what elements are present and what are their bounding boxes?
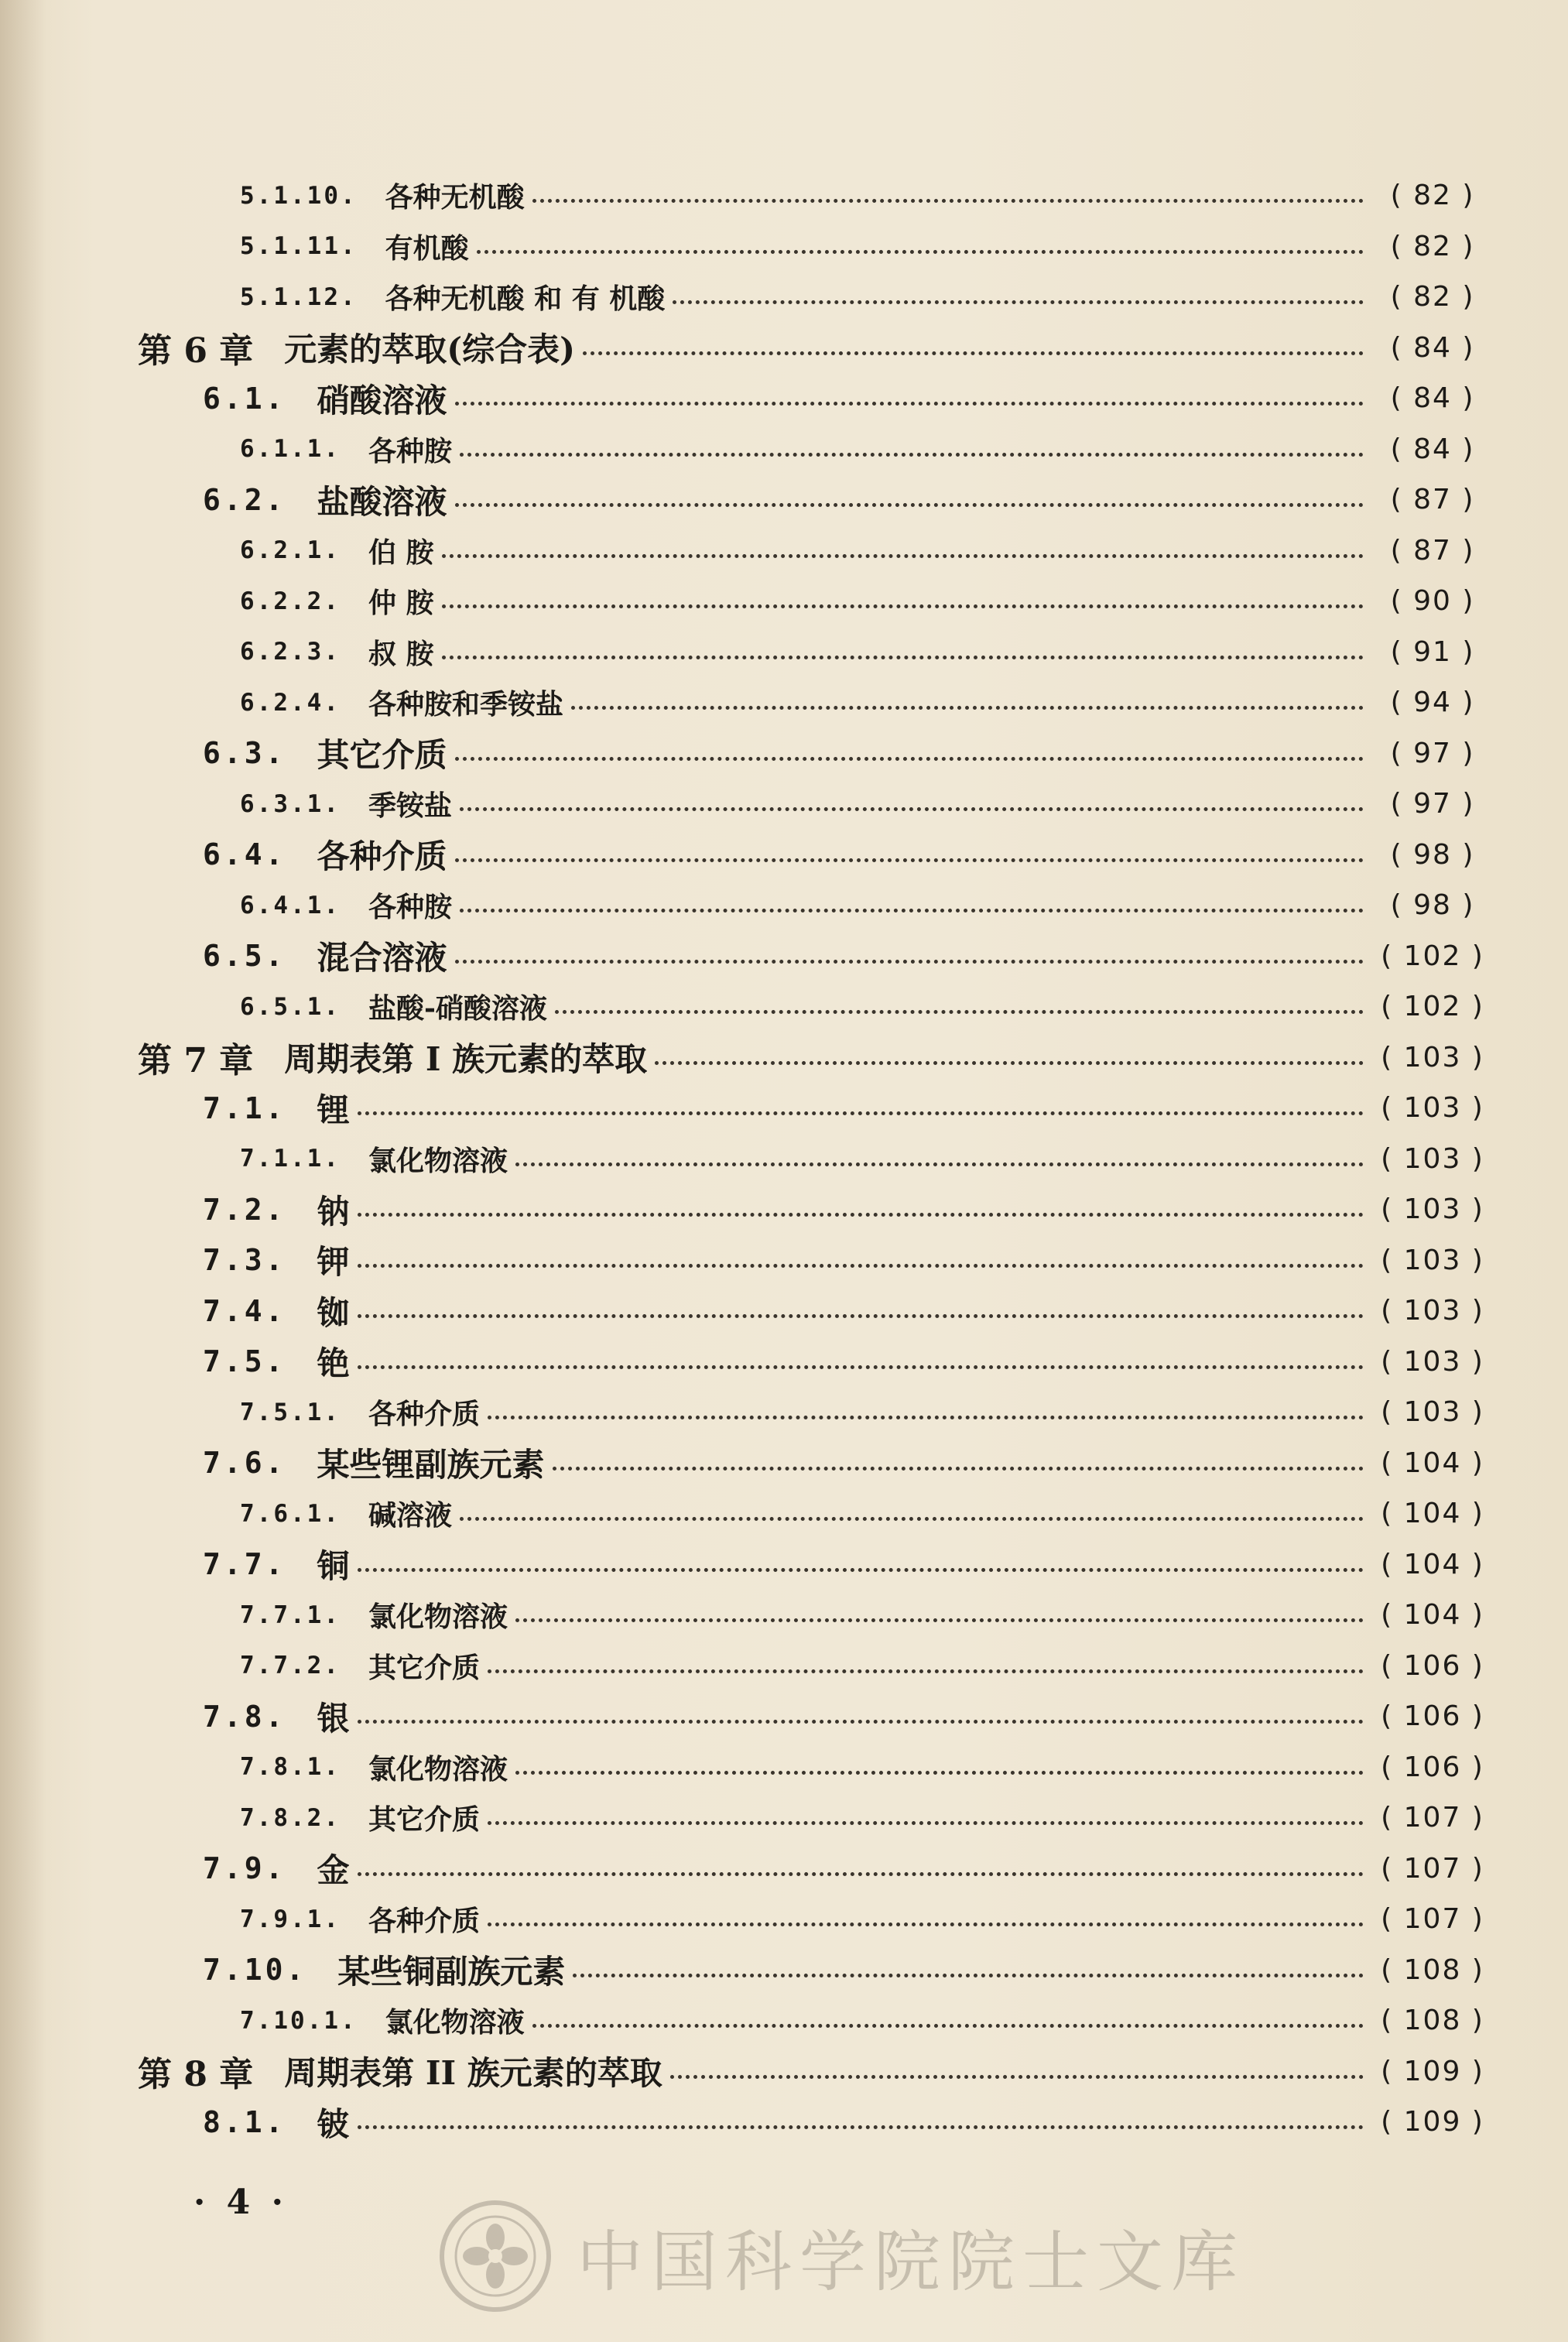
toc-entry-number: 7.6.1. (240, 1499, 341, 1528)
toc-entry[interactable] (0, 1337, 1568, 1388)
dot-leader (673, 300, 1364, 304)
toc-entry-page: ( 103 ) (1381, 1345, 1484, 1378)
toc-entry-number: 第 8 章 (138, 2055, 254, 2095)
toc-entry-title: 铷 (317, 1293, 350, 1332)
toc-entry-title: 各种胺 (368, 434, 452, 467)
dot-leader (573, 1974, 1364, 1977)
toc-entry-title: 氯化物溶液 (368, 1601, 508, 1634)
toc-entry-title: 钾 (317, 1243, 350, 1282)
toc-entry-number: 7.9. (203, 1851, 286, 1886)
toc-entry-page: ( 103 ) (1381, 1142, 1484, 1175)
toc-entry-number: 6.4. (203, 837, 286, 872)
toc-entry-number: 7.5.1. (240, 1398, 341, 1426)
toc-entry[interactable] (0, 981, 1568, 1032)
toc-entry[interactable] (0, 1691, 1568, 1742)
toc-entry-number: 7.5. (203, 1344, 286, 1379)
toc-entry-title: 铜 (317, 1547, 350, 1586)
toc-entry-title: 仲 胺 (368, 587, 434, 620)
toc-entry-page: ( 90 ) (1390, 585, 1475, 618)
toc-entry[interactable] (0, 931, 1568, 982)
toc-entry-page: ( 104 ) (1381, 1599, 1484, 1632)
toc-entry-number: 6.3. (203, 736, 286, 771)
toc-entry-number: 6.5. (203, 939, 286, 974)
toc-entry-page: ( 103 ) (1381, 1193, 1484, 1226)
toc-entry-page: ( 107 ) (1381, 1852, 1484, 1885)
toc-entry-number: 第 7 章 (138, 1041, 254, 1081)
toc-entry-number: 7.3. (203, 1243, 286, 1278)
toc-entry-page: ( 102 ) (1381, 940, 1484, 972)
toc-entry-number: 8.1. (203, 2104, 286, 2139)
toc-entry-title: 钠 (317, 1192, 350, 1231)
toc-entry[interactable] (0, 323, 1568, 374)
dot-leader (358, 2125, 1364, 2129)
toc-entry-title: 各种胺和季铵盐 (368, 688, 563, 721)
toc-entry[interactable] (0, 170, 1568, 221)
toc-entry-number: 7.10. (203, 1953, 307, 1988)
toc-entry-title: 各种介质 (368, 1905, 480, 1938)
dot-leader (442, 604, 1364, 608)
toc-entry-title: 有机酸 (385, 231, 469, 265)
toc-entry[interactable] (0, 1995, 1568, 2046)
toc-entry[interactable] (0, 1792, 1568, 1844)
dot-leader (455, 757, 1364, 761)
dot-leader (515, 1771, 1364, 1775)
toc-entry-title: 锂 (317, 1091, 350, 1129)
toc-entry-number: 第 6 章 (138, 331, 254, 372)
toc-entry-page: ( 84 ) (1390, 433, 1475, 465)
toc-entry[interactable] (0, 1083, 1568, 1134)
toc-entry-page: ( 103 ) (1381, 1396, 1484, 1429)
dot-leader (532, 199, 1364, 203)
toc-entry-page: ( 87 ) (1390, 484, 1475, 516)
toc-entry-title: 氯化物溶液 (385, 2006, 525, 2039)
toc-entry-title: 铯 (317, 1344, 350, 1383)
dot-leader (358, 1314, 1364, 1318)
toc-entry-number: 6.4.1. (240, 891, 341, 919)
toc-entry-number: 7.9.1. (240, 1905, 341, 1933)
dot-leader (583, 351, 1364, 355)
toc-entry-page: ( 97 ) (1390, 737, 1475, 769)
toc-entry-title: 氯化物溶液 (368, 1144, 508, 1177)
dot-leader (442, 656, 1364, 659)
toc-entry-title: 周期表第 II 族元素的萃取 (284, 2054, 662, 2093)
toc-entry-page: ( 103 ) (1381, 1295, 1484, 1327)
toc-entry-number: 7.2. (203, 1192, 286, 1227)
toc-entry[interactable] (0, 1286, 1568, 1337)
dot-leader (358, 1568, 1364, 1572)
dot-leader (442, 554, 1364, 558)
toc-entry-title: 各种无机酸 和 有 机酸 (385, 282, 666, 316)
toc-entry-number: 6.3.1. (240, 789, 341, 818)
toc-entry[interactable] (0, 424, 1568, 475)
toc-entry-number: 7.7. (203, 1547, 286, 1582)
dot-leader (515, 1162, 1364, 1166)
toc-entry[interactable] (0, 221, 1568, 272)
dot-leader (555, 1010, 1364, 1014)
toc-entry-title: 混合溶液 (317, 939, 447, 978)
toc-entry-number: 5.1.11. (240, 232, 358, 261)
toc-entry[interactable] (0, 880, 1568, 931)
toc-entry-number: 7.6. (203, 1446, 286, 1481)
dot-leader (358, 1111, 1364, 1115)
toc-entry-title: 氯化物溶液 (368, 1752, 508, 1786)
toc-entry-title: 其它介质 (368, 1651, 480, 1684)
dot-leader (460, 909, 1364, 912)
dot-leader (532, 2024, 1364, 2028)
toc-entry-page: ( 106 ) (1381, 1751, 1484, 1783)
page-number: · 4 · (193, 2183, 288, 2222)
toc-entry-page: ( 87 ) (1390, 534, 1475, 567)
toc-entry[interactable] (0, 677, 1568, 728)
toc-entry-page: ( 82 ) (1390, 281, 1475, 313)
toc-entry-number: 6.1. (203, 381, 286, 416)
watermark-text: 中国科学院院士文库 (577, 2224, 1245, 2301)
toc-entry-title: 某些铜副族元素 (337, 1953, 566, 1991)
toc-entry-page: ( 94 ) (1390, 687, 1475, 719)
toc-entry[interactable] (0, 779, 1568, 830)
toc-entry[interactable] (0, 1539, 1568, 1590)
toc-entry[interactable] (0, 728, 1568, 779)
toc-entry-page: ( 102 ) (1381, 991, 1484, 1023)
toc-entry-page: ( 91 ) (1390, 635, 1475, 668)
dot-leader (455, 503, 1364, 507)
watermark (437, 2198, 1245, 2314)
toc-entry-title: 铍 (317, 2104, 350, 2143)
toc-entry[interactable] (0, 474, 1568, 526)
toc-entry[interactable] (0, 1235, 1568, 1286)
toc-entry-title: 元素的萃取(综合表) (284, 330, 576, 369)
dot-leader (358, 1213, 1364, 1217)
toc-entry-page: ( 109 ) (1381, 2106, 1484, 2138)
toc-entry[interactable] (0, 1894, 1568, 1945)
toc-entry-number: 7.8. (203, 1699, 286, 1734)
dot-leader (488, 1416, 1364, 1419)
dot-leader (488, 1923, 1364, 1926)
toc-entry-number: 6.2.4. (240, 688, 341, 717)
dot-leader (655, 1061, 1364, 1065)
dot-leader (358, 1365, 1364, 1369)
dot-leader (455, 858, 1364, 862)
toc-entry-number: 7.7.1. (240, 1601, 341, 1629)
toc-entry-page: ( 108 ) (1381, 2005, 1484, 2037)
toc-entry-title: 各种无机酸 (385, 181, 525, 214)
table-of-contents (0, 170, 1568, 2148)
toc-entry-number: 7.10.1. (240, 2006, 358, 2035)
toc-entry-number: 5.1.10. (240, 181, 358, 210)
dot-leader (488, 1669, 1364, 1673)
toc-entry-title: 硝酸溶液 (317, 381, 447, 419)
toc-entry-title: 周期表第 I 族元素的萃取 (284, 1040, 648, 1079)
toc-entry-title: 季铵盐 (368, 789, 452, 823)
toc-entry[interactable] (0, 2097, 1568, 2148)
toc-entry-page: ( 103 ) (1381, 1041, 1484, 1073)
toc-entry-page: ( 82 ) (1390, 180, 1475, 212)
toc-entry-title: 盐酸-硝酸溶液 (368, 992, 547, 1025)
toc-entry[interactable] (0, 1641, 1568, 1692)
toc-entry-title: 金 (317, 1851, 350, 1890)
toc-entry[interactable] (0, 1032, 1568, 1084)
toc-entry-number: 7.7.2. (240, 1652, 341, 1680)
toc-entry-title: 各种介质 (317, 837, 447, 876)
toc-entry-title: 碱溶液 (368, 1499, 452, 1532)
dot-leader (477, 250, 1364, 254)
toc-entry[interactable] (0, 373, 1568, 424)
dot-leader (460, 1517, 1364, 1521)
toc-entry-title: 银 (317, 1699, 350, 1738)
dot-leader (358, 1720, 1364, 1724)
dot-leader (358, 1264, 1364, 1268)
toc-entry-number: 6.2. (203, 482, 286, 517)
toc-entry-title: 其它介质 (317, 736, 447, 775)
toc-entry-page: ( 103 ) (1381, 1092, 1484, 1125)
toc-entry[interactable] (0, 526, 1568, 577)
toc-entry-page: ( 104 ) (1381, 1447, 1484, 1479)
toc-entry-number: 6.1.1. (240, 435, 341, 464)
toc-entry-page: ( 109 ) (1381, 2055, 1484, 2087)
toc-entry-number: 7.8.2. (240, 1803, 341, 1832)
toc-entry-page: ( 104 ) (1381, 1498, 1484, 1530)
toc-entry-page: ( 97 ) (1390, 788, 1475, 820)
toc-entry[interactable] (0, 1742, 1568, 1793)
toc-entry[interactable] (0, 576, 1568, 627)
toc-entry-page: ( 104 ) (1381, 1548, 1484, 1580)
toc-entry[interactable] (0, 2046, 1568, 2097)
toc-entry[interactable] (0, 1945, 1568, 1996)
toc-entry-number: 6.2.2. (240, 587, 341, 615)
toc-entry[interactable] (0, 1134, 1568, 1185)
dot-leader (455, 402, 1364, 406)
toc-entry-number: 7.1.1. (240, 1145, 341, 1173)
toc-entry-page: ( 106 ) (1381, 1700, 1484, 1733)
toc-entry[interactable] (0, 1488, 1568, 1539)
toc-entry-title: 各种胺 (368, 891, 452, 924)
dot-leader (571, 706, 1364, 710)
toc-entry[interactable] (0, 1438, 1568, 1489)
toc-entry-page: ( 82 ) (1390, 230, 1475, 262)
toc-entry[interactable] (0, 1590, 1568, 1641)
dot-leader (460, 453, 1364, 457)
dot-leader (670, 2075, 1364, 2079)
toc-entry-page: ( 107 ) (1381, 1802, 1484, 1834)
toc-entry-title: 其它介质 (368, 1803, 480, 1837)
toc-entry[interactable] (0, 1844, 1568, 1895)
toc-entry-number: 5.1.12. (240, 282, 358, 311)
dot-leader (515, 1618, 1364, 1622)
toc-entry-number: 6.2.3. (240, 638, 341, 666)
dot-leader (460, 807, 1364, 811)
toc-entry-page: ( 98 ) (1390, 889, 1475, 922)
toc-entry-page: ( 107 ) (1381, 1903, 1484, 1936)
toc-entry-number: 6.5.1. (240, 992, 341, 1021)
toc-entry-page: ( 84 ) (1390, 382, 1475, 415)
toc-entry-page: ( 106 ) (1381, 1649, 1484, 1682)
toc-entry-number: 7.4. (203, 1293, 286, 1328)
toc-entry-title: 伯 胺 (368, 536, 434, 569)
toc-entry-title: 叔 胺 (368, 637, 434, 670)
toc-entry[interactable] (0, 1184, 1568, 1235)
dot-leader (455, 960, 1364, 964)
dot-leader (488, 1821, 1364, 1825)
dot-leader (358, 1872, 1364, 1876)
toc-entry-page: ( 98 ) (1390, 838, 1475, 871)
toc-entry-number: 7.8.1. (240, 1753, 341, 1782)
toc-entry-title: 各种介质 (368, 1398, 480, 1431)
toc-entry[interactable] (0, 830, 1568, 881)
toc-entry-title: 某些锂副族元素 (317, 1446, 545, 1484)
dot-leader (553, 1467, 1364, 1471)
toc-entry[interactable] (0, 272, 1568, 323)
toc-entry-number: 6.2.1. (240, 536, 341, 565)
academy-seal-icon (437, 2198, 553, 2314)
toc-entry[interactable] (0, 1387, 1568, 1438)
toc-entry[interactable] (0, 627, 1568, 678)
toc-entry-page: ( 84 ) (1390, 331, 1475, 364)
toc-entry-page: ( 103 ) (1381, 1244, 1484, 1276)
toc-entry-page: ( 108 ) (1381, 1953, 1484, 1986)
toc-entry-title: 盐酸溶液 (317, 482, 447, 521)
toc-entry-number: 7.1. (203, 1091, 286, 1125)
